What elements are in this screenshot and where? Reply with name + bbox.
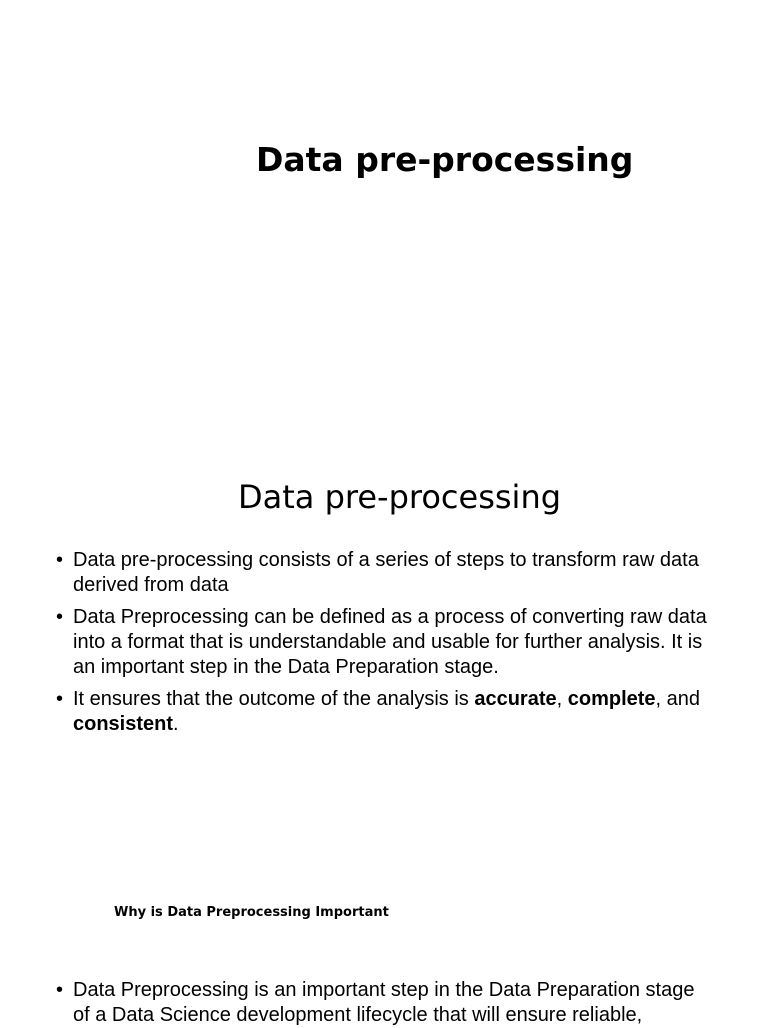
bullet-item (56, 978, 716, 1028)
bullet-text-part: . (173, 713, 179, 735)
bullet-text: Data Preprocessing can be defined as a process of converting raw data into a format that is understandable and usable for further analysis. It is an important step in the Data Preparation stage. (73, 606, 707, 678)
bullet-text-part: , and (655, 688, 701, 710)
bullet-item (56, 687, 716, 737)
bullet-marker: • (56, 549, 64, 571)
bullet-marker: • (56, 688, 64, 710)
bold-term-accurate: accurate (474, 688, 557, 710)
bullet-list (56, 548, 716, 744)
bullet-marker: • (56, 979, 64, 1001)
bullet-marker: • (56, 606, 64, 628)
bullet-text-part: It ensures that the outcome of the analysis is (73, 688, 475, 710)
slide-title: Data pre-processing (238, 478, 562, 516)
bullet-item (56, 605, 716, 680)
bold-term-complete: complete (567, 688, 656, 710)
section-heading: Why is Data Preprocessing Important (114, 905, 389, 920)
bullet-list (56, 978, 716, 1028)
bold-term-consistent: consistent (73, 713, 174, 735)
bullet-text-part: , (556, 688, 568, 710)
slide-title: Data pre-processing (256, 140, 634, 179)
bullet-text: Data pre-processing consists of a series of steps to transform raw data derived from data (73, 549, 699, 596)
bullet-text: Data Preprocessing is an important step in the Data Preparation stage of a Data Science development lifecycle that will ensure reliable, (73, 979, 695, 1026)
bullet-item (56, 548, 716, 598)
